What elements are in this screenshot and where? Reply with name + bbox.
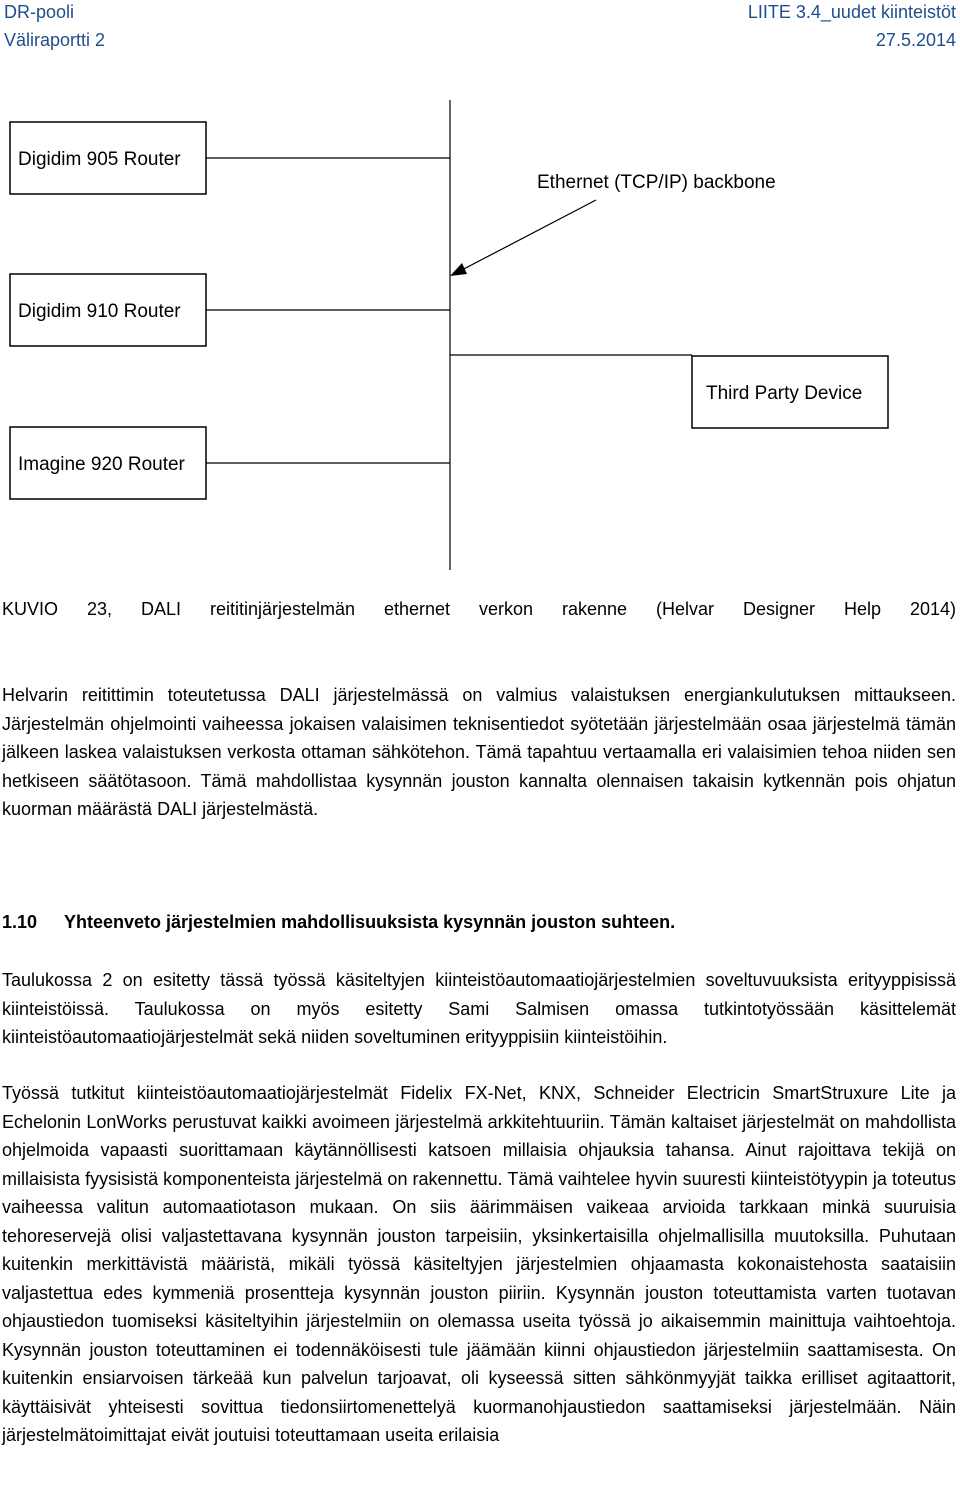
- header-right-line1: LIITE 3.4_uudet kiinteistöt: [747, 2, 956, 22]
- router-label-910: Digidim 910 Router: [18, 301, 181, 322]
- paragraph-3: Työssä tutkitut kiinteistöautomaatiojärjestelmät Fidelix FX-Net, KNX, Schneider Electricin SmartStruxure Lite ja Echelonin LonWorks perustuvat kaikki avoimeen järjestelmä arkkitehtuuriin. Tämän kaltaiset järjestelmät on mahdollista ohjelmoida vapaasti suorittamaan käytännöllisesti katsoen millaisia ohjauksia tahansa. Ainut rajoittava tekijä on millaisista fyysisistä komponenteista järjestelmä on rakennettu. Tämä vaihtelee hyvin suuresti kiinteistötyypin ja toteutus vaiheessa valitun automaatiotason mukaan. On siis äärimmäisen vaikeaa arvioida tarkkaan minkä suuruisia tehoreservejä olisi valjastettavana kysynnän jouston tarpeisiin, yksinkertaisilla ohjelmallisilla muutoksilla. Puhutaan kuitenkin merkittävistä määristä, mikäli työssä käsiteltyjen järjestelmien ohjaamasta kokonaistehosta saataisiin valjastettua edes kymmeniä prosentteja kysynnän jouston piiriin. Kysynnän jouston toteuttamista varten tuotavan ohjaustiedon tuomiseksi käsiteltyihin järjestelmiin on olemassa useita työssä jo aikaisemmin mainittuja vaihtoehtoja. Kysynnän jouston toteuttaminen ei todennäköisesti tule jäämään kiinni ohjaustiedon järjestelmiin saattamisesta. On kuitenkin ensiarvoisen tärkeää kun palvelun tarjoavat, oli kyseessä sitten sähkönmyyjät taikka erilliset agitaattorit, käyttäisivät yhteisesti sovittua tiedonsiirtomenettelyä kuormanohjaustiedon saattamiseksi järjestelmään. Näin järjestelmätoimittajat eivät joutuisi toteuttamaan useita erilaisia: [2, 1083, 956, 1445]
- backbone-pointer-line: [458, 200, 596, 272]
- third-party-device-label: Third Party Device: [706, 383, 863, 404]
- section-title: Yhteenveto järjestelmien mahdollisuuksista kysynnän jouston suhteen.: [64, 912, 676, 932]
- router-label-905: Digidim 905 Router: [18, 149, 181, 170]
- paragraph-1: Helvarin reitittimin toteutetussa DALI järjestelmässä on valmius valaistuksen energiankulutuksen mittaukseen. Järjestelmän ohjelmointi vaiheessa jokaisen valaisimen teknisentiedot syötetään järjestelmään osaa järjestelmä tämän jälkeen laskea valaistuksen verkosta ottaman sähkötehon. Tämä tapahtuu vertaamalla eri valaisimien tehoa niiden sen hetkiseen säätötasoon. Tämä mahdollistaa kysynnän jouston kannalta olennaisen takaisin kytkennän pois ohjatun kuorman määrästä DALI järjestelmästä.: [2, 685, 956, 819]
- header-right-line2: 27.5.2014: [875, 30, 956, 50]
- section-number: 1.10: [2, 912, 38, 932]
- header-left-line2: Väliraportti 2: [4, 30, 106, 50]
- network-diagram: [0, 100, 960, 575]
- section-heading: [2, 908, 675, 936]
- paragraph-2: Taulukossa 2 on esitetty tässä työssä käsiteltyjen kiinteistöautomaatiojärjestelmien soveltuvuuksista erityyppisissä kiinteistöissä. Taulukossa on myös esitetty Sami Salmisen omassa tutkintotyössään käsittelemät kiinteistöautomaatiojärjestelmät sekä niiden soveltuminen erityyppisiin kiinteistöihin.: [2, 970, 956, 1047]
- figure-caption: KUVIO 23, DALI reititinjärjestelmän ethernet verkon rakenne (Helvar Designer Help 2014): [2, 599, 956, 619]
- backbone-pointer-arrowhead: [450, 263, 467, 276]
- backbone-label: Ethernet (TCP/IP) backbone: [537, 172, 776, 193]
- header-left-line1: DR-pooli: [4, 2, 75, 22]
- router-label-920: Imagine 920 Router: [18, 454, 185, 475]
